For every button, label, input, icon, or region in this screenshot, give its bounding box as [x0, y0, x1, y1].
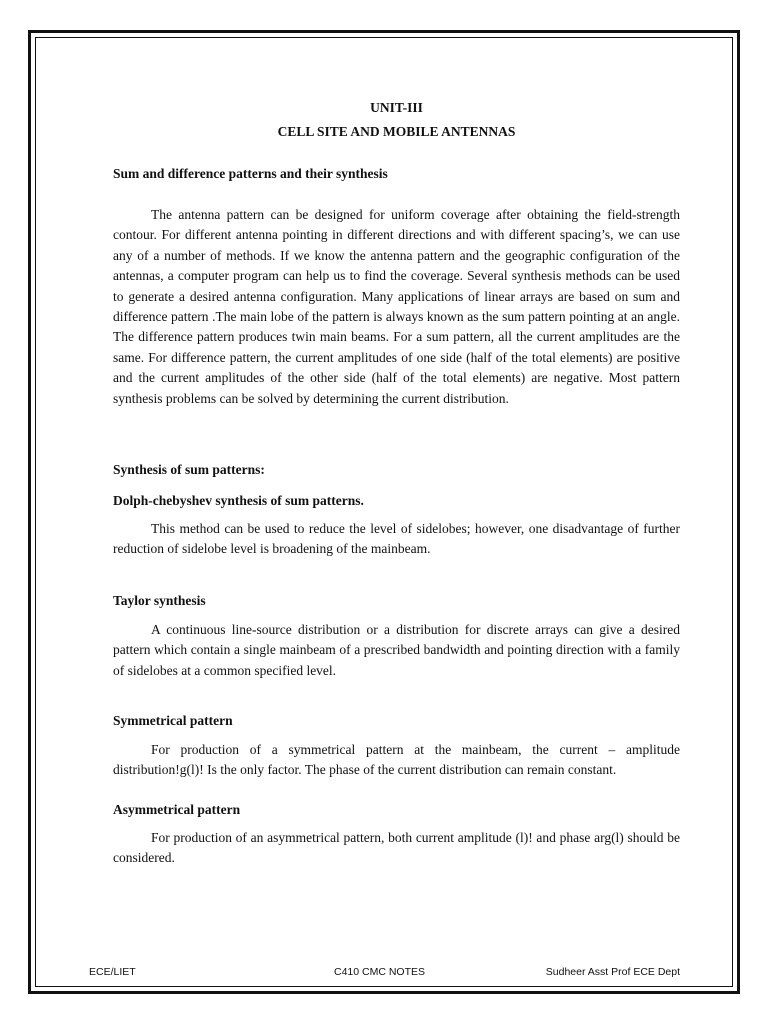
document-title: CELL SITE AND MOBILE ANTENNAS	[277, 124, 516, 139]
section-heading-taylor: Taylor synthesis	[113, 593, 206, 608]
section-heading-synthesis-sum: Synthesis of sum patterns:	[113, 462, 265, 477]
unit-heading: UNIT-III	[370, 100, 423, 115]
section-heading-symmetrical: Symmetrical pattern	[113, 713, 233, 728]
section-paragraph-dolph-chebyshev: This method can be used to reduce the level of sidelobes; however, one disadvantage of further reduction of sidelobe level is broadening of the mainbeam.	[113, 521, 680, 557]
section-paragraph-taylor: A continuous line-source distribution or a distribution for discrete arrays can give a desired pattern which contain a single mainbeam of a prescribed bandwidth and pointing direction with a family of sidelobes at a common specified level.	[113, 622, 680, 678]
section-paragraph-symmetrical: For production of a symmetrical pattern at the mainbeam, the current – amplitude distribution!g(l)! Is the only factor. The phase of the current distribution can remain constant.	[113, 742, 680, 778]
footer-center: C410 CMC NOTES	[334, 966, 426, 978]
section-paragraph-asymmetrical: For production of an asymmetrical pattern, both current amplitude (l)! and phase arg(l) should be considered.	[113, 830, 680, 866]
footer-right: Sudheer Asst Prof ECE Dept	[545, 966, 680, 978]
section-heading-sum-difference: Sum and difference patterns and their synthesis	[113, 166, 388, 181]
section-paragraph-sum-difference: The antenna pattern can be designed for uniform coverage after obtaining the field-strength contour. For different antenna pointing in different directions and with different spacing’s, we can use any of a number of methods. If we know the antenna pattern and the geographic configuration of the antennas, a computer program can help us to find the coverage. Several synthesis methods can be used to generate a desired antenna configuration. Many applications of linear arrays are based on sum and difference pattern .The main lobe of the pattern is always known as the sum pattern pointing at an angle. The difference pattern produces twin main beams. For a sum pattern, all the current amplitudes are the same. For difference pattern, the current amplitudes of one side (half of the total elements) are positive and the current amplitudes of the other side (half of the total elements) are negative. Most pattern synthesis problems can be solved by determining the current distribution.	[113, 207, 680, 406]
footer-left: ECE/LIET	[89, 966, 136, 978]
section-heading-asymmetrical: Asymmetrical pattern	[113, 802, 241, 817]
section-heading-dolph-chebyshev: Dolph-chebyshev synthesis of sum patterns.	[113, 493, 364, 508]
